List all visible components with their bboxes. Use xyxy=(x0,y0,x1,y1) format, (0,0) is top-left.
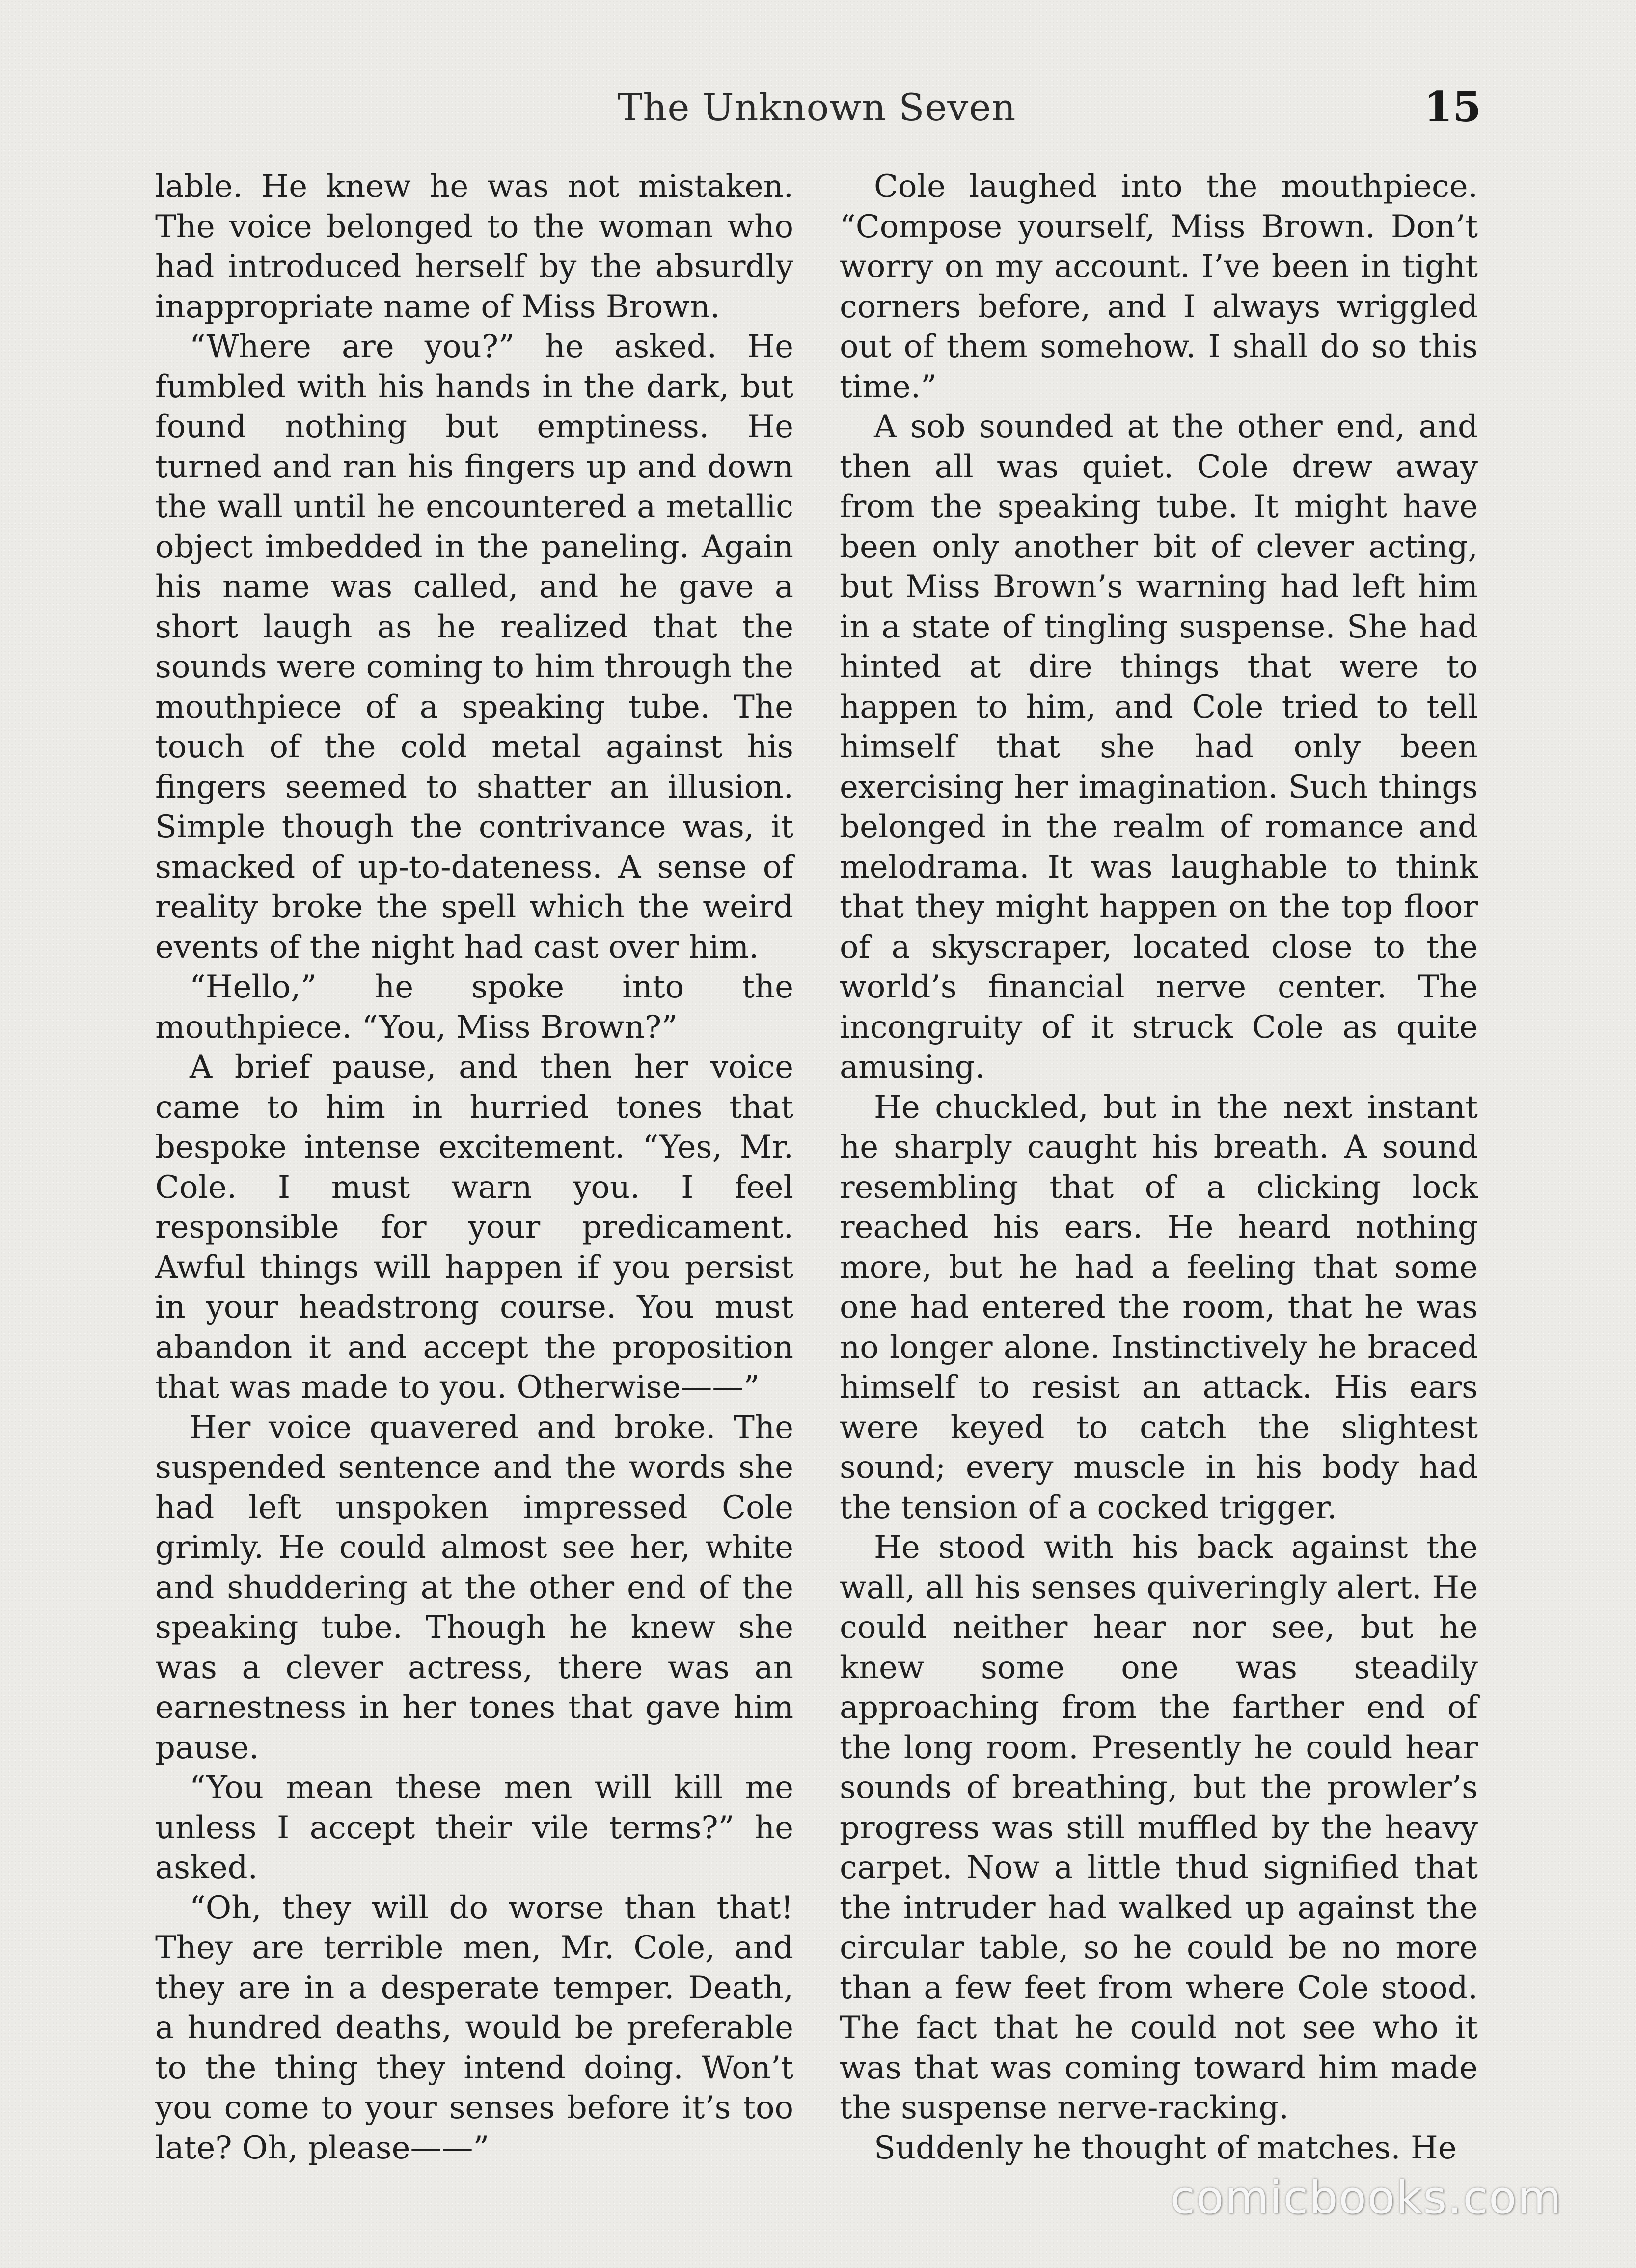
paragraph: “You mean these men will kill me unless I accept their vile terms?” he asked. xyxy=(155,1770,793,1886)
running-title: The Unknown Seven xyxy=(617,85,1016,129)
paragraph: “Hello,” he spoke into the mouthpiece. “You, Miss Brown?” xyxy=(155,969,793,1046)
right-column xyxy=(840,167,1478,2168)
page-number: 15 xyxy=(1424,83,1481,131)
paragraph: A brief pause, and then her voice came to him in hurried tones that bespoke intense excitement. “Yes, Mr. Cole. I must warn you. I feel responsible for your predicament. Awful things will happen if you persist in your headstrong course. You must abandon it and accept the proposition that was made to you. Otherwise——” xyxy=(155,1049,793,1406)
paragraph: Suddenly he thought of matches. He xyxy=(874,2130,1457,2166)
paragraph: Cole laughed into the mouthpiece. “Compose yourself, Miss Brown. Don’t worry on my account. I’ve been in tight corners before, and I always wriggled out of them somehow. I shall do so this time.” xyxy=(840,168,1478,405)
paragraph: “Oh, they will do worse than that! They are terrible men, Mr. Cole, and they are in a desperate temper. Death, a hundred deaths, would be preferable to the thing they intend doing. Won’t you come to your senses before it’s too late? Oh, please——” xyxy=(155,1889,793,2166)
paragraph: Her voice quavered and broke. The suspended sentence and the words she had left unspoken impressed Cole grimly. He could almost see her, white and shuddering at the other end of the speaking tube. Though he knew she was a clever actress, there was an earnestness in her tones that gave him pause. xyxy=(155,1409,793,1766)
page-header xyxy=(152,79,1481,152)
paragraph: lable. He knew he was not mistaken. The voice belonged to the woman who had introduced herself by the absurdly inappropriate name of Miss Brown. xyxy=(155,168,793,325)
paragraph: He chuckled, but in the next instant he sharply caught his breath. A sound resembling that of a clicking lock reached his ears. He heard nothing more, but he had a feeling that some one had entered the room, that he was no longer alone. Instinctively he braced himself to resist an attack. His ears were keyed to catch the slightest sound; every muscle in his body had the tension of a cocked trigger. xyxy=(840,1089,1478,1526)
paragraph: “Where are you?” he asked. He fumbled with his hands in the dark, but found nothing but emptiness. He turned and ran his fingers up and down the wall until he encountered a metallic object imbedded in the paneling. Again his name was called, and he gave a short laugh as he realized that the sounds were coming to him through the mouthpiece of a speaking tube. The touch of the cold metal against his fingers seemed to shatter an illusion. Simple though the contrivance was, it smacked of up-to-dateness. A sense of reality broke the spell which the weird events of the night had cast over him. xyxy=(155,329,793,966)
paragraph: A sob sounded at the other end, and then all was quiet. Cole drew away from the speaking tube. It might have been only another bit of clever acting, but Miss Brown’s warning had left him in a state of tingling suspense. She had hinted at dire things that were to happen to him, and Cole tried to tell himself that she had only been exercising her imagination. Such things belonged in the realm of romance and melodrama. It was laughable to think that they might happen on the top floor of a skyscraper, located close to the world’s financial nerve center. The incongruity of it struck Cole as quite amusing. xyxy=(840,409,1478,1085)
site-watermark: comicbooks.com xyxy=(1170,2171,1562,2224)
left-column xyxy=(155,167,793,2168)
paragraph: He stood with his back against the wall, all his senses quiveringly alert. He could neither hear nor see, but he knew some one was steadily approaching from the farther end of the long room. Presently he could hear sounds of breathing, but the prowler’s progress was still muffled by the heavy carpet. Now a little thud signified that the intruder had walked up against the circular table, so he could be no more than a few feet from where Cole stood. The fact that he could not see who it was that was coming toward him made the suspense nerve-racking. xyxy=(840,1529,1478,2126)
